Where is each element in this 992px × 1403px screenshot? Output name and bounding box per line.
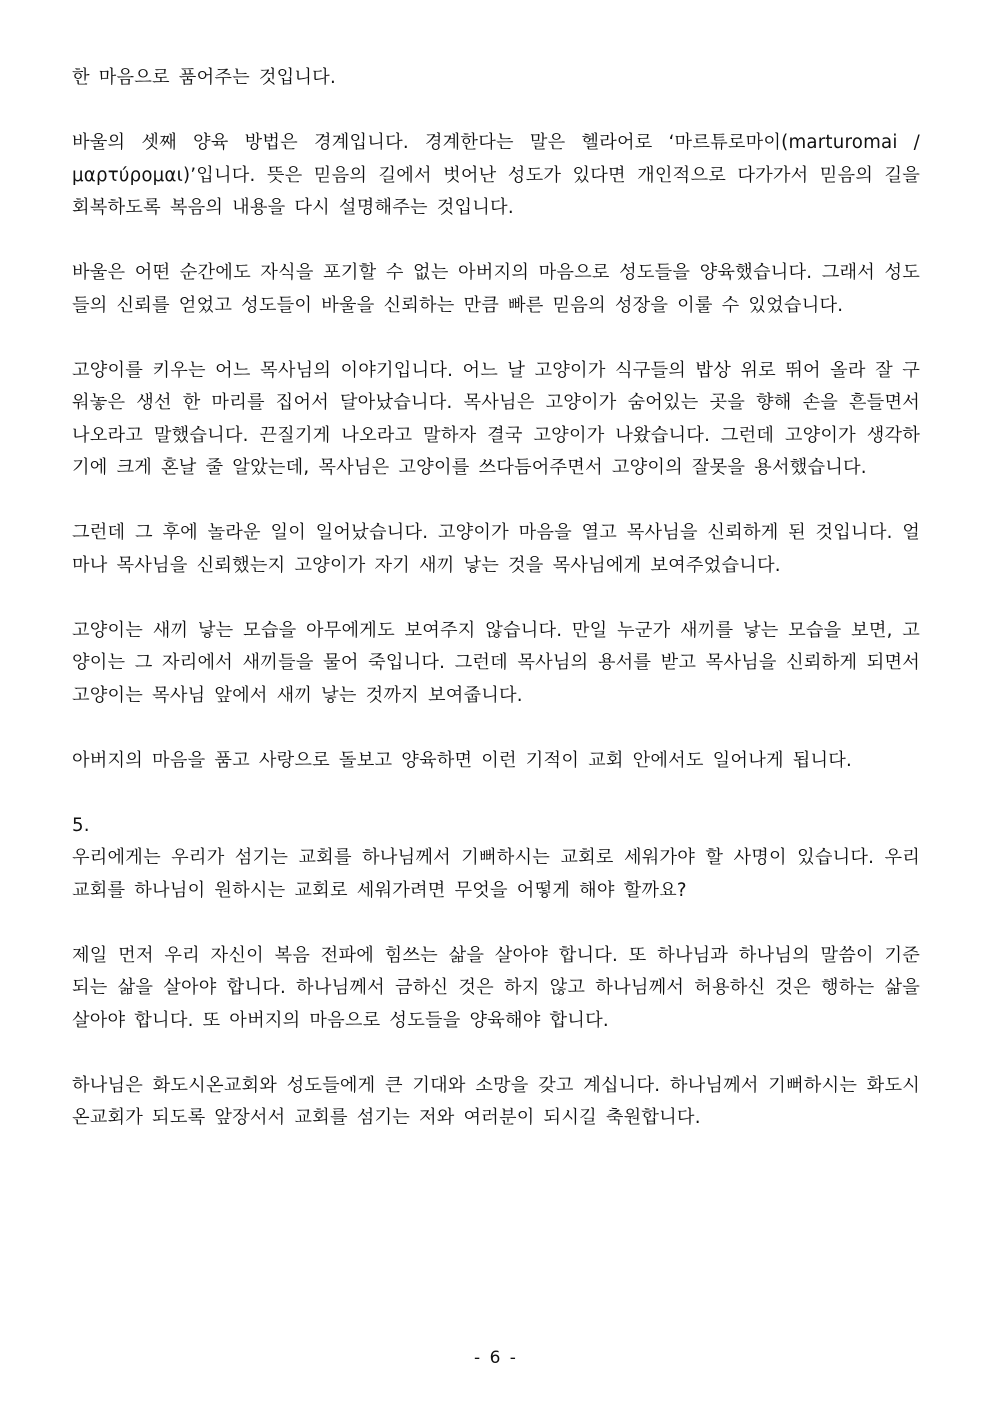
paragraph: 고양이는 새끼 낳는 모습을 아무에게도 보여주지 않습니다. 만일 누군가 새끼를 낳는 모습을 보면, 고양이는 그 자리에서 새끼들을 물어 죽입니다. 그런데 목사님의 용서를 받고 목사님을 신뢰하게 되면서 고양이는 목사님 앞에서 새끼 낳는 것까지 보여줍니다. <box>72 619 920 706</box>
paragraph: 우리에게는 우리가 섬기는 교회를 하나님께서 기뻐하시는 교회로 세워가야 할 사명이 있습니다. 우리 교회를 하나님이 원하시는 교회로 세워가려면 무엇을 어떻게 해야 할까요? <box>72 847 920 901</box>
paragraph: 제일 먼저 우리 자신이 복음 전파에 힘쓰는 삶을 살아야 합니다. 또 하나님과 하나님의 말씀이 기준 되는 삶을 살아야 합니다. 하나님께서 금하신 것은 하지 않고 하나님께서 허용하신 것은 행하는 삶을 살아야 합니다. 또 아버지의 마음으로 성도들을 양육해야 합니다. <box>72 944 920 1031</box>
paragraph: 하나님은 화도시온교회와 성도들에게 큰 기대와 소망을 갖고 계십니다. 하나님께서 기뻐하시는 화도시온교회가 되도록 앞장서서 교회를 섬기는 저와 여러분이 되시길 축원합니다. <box>72 1074 920 1128</box>
paragraph: 한 마음으로 품어주는 것입니다. <box>72 67 336 88</box>
paragraph: 그런데 그 후에 놀라운 일이 일어났습니다. 고양이가 마음을 열고 목사님을 신뢰하게 된 것입니다. 얼마나 목사님을 신뢰했는지 고양이가 자기 새끼 낳는 것을 목사님에게 보여주었습니다. <box>72 522 920 576</box>
paragraph: 고양이를 키우는 어느 목사님의 이야기입니다. 어느 날 고양이가 식구들의 밥상 위로 뛰어 올라 잘 구워놓은 생선 한 마리를 집어서 달아났습니다. 목사님은 고양이가 숨어있는 곳을 향해 손을 흔들면서 나오라고 말했습니다. 끈질기게 나오라고 말하자 결국 고양이가 나왔습니다. 그런데 고양이가 생각하기에 크게 혼날 줄 알았는데, 목사님은 고양이를 쓰다듬어주면서 고양이의 잘못을 용서했습니다. <box>72 359 920 478</box>
page-number: - 6 - <box>474 1348 518 1368</box>
paragraph: 바울의 셋째 양육 방법은 경계입니다. 경계한다는 말은 헬라어로 ‘마르튜로마이(marturomai / μαρτύρομαι)’입니다. 뜻은 믿음의 길에서 벗어난 성도가 있다면 개인적으로 다가가서 믿음의 길을 회복하도록 복음의 내용을 다시 설명해주는 것입니다. <box>72 132 920 218</box>
document-body <box>72 62 920 1167</box>
paragraph: 아버지의 마음을 품고 사랑으로 돌보고 양육하면 이런 기적이 교회 안에서도 일어나게 됩니다. <box>72 749 853 771</box>
paragraph: 바울은 어떤 순간에도 자식을 포기할 수 없는 아버지의 마음으로 성도들을 양육했습니다. 그래서 성도들의 신뢰를 얻었고 성도들이 바울을 신뢰하는 만큼 빠른 믿음의 성장을 이룰 수 있었습니다. <box>72 262 920 316</box>
section-number: 5. <box>72 814 90 836</box>
